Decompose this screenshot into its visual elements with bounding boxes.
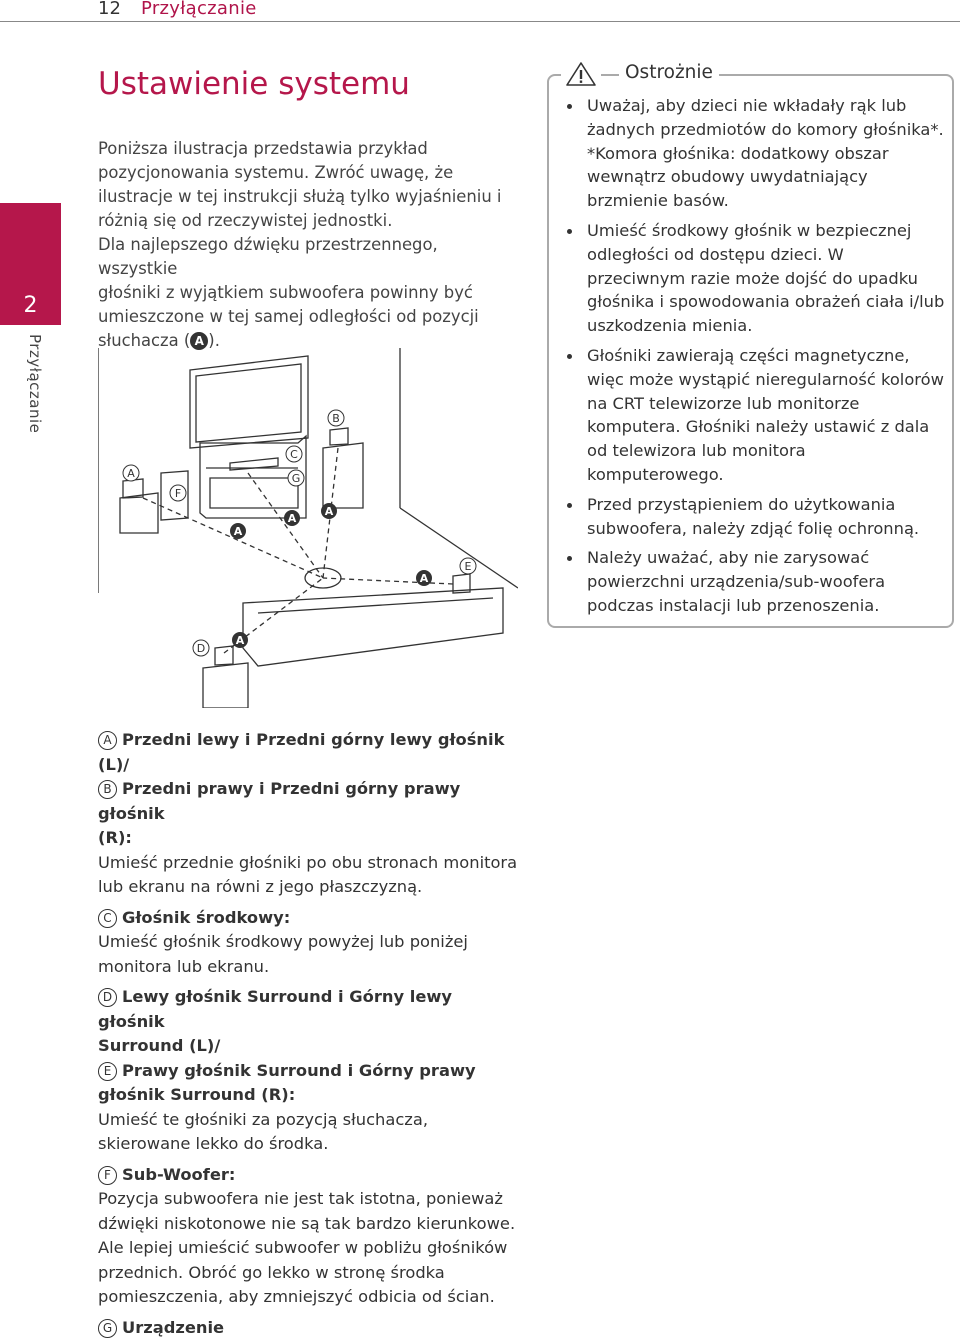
svg-text:D: D [197, 642, 205, 655]
diagram-label-a1 [123, 465, 139, 481]
svg-text:A: A [288, 512, 297, 525]
speaker-b-stand [323, 443, 363, 508]
section-title: Przyłączanie [141, 0, 257, 19]
legend-e-heading: E Prawy głośnik Surround i Górny prawy [98, 1059, 518, 1084]
legend-f-text: Pozycja subwoofera nie jest tak istotna, ponieważ dźwięki niskotonowe nie są tak bardzo kierunkowe. Ale lepiej umieścić subwoofer w pobliżu głośników przednich. Obróć go lekko w stronę środka pomieszczenia, aby zmniejszyć odbicia od ścian. [98, 1187, 518, 1310]
svg-text:F: F [175, 487, 181, 500]
svg-text:A: A [234, 525, 243, 538]
diagram-label-a6 [232, 632, 248, 648]
legend-c-heading: C Głośnik środkowy: [98, 906, 518, 931]
diagram-label-c [286, 446, 302, 462]
page-title: Ustawienie systemu [98, 66, 410, 102]
speaker-a-stand [120, 493, 158, 533]
legend-ab-text: Umieść przednie głośniki po obu stronach monitora lub ekranu na równi z jego płaszczyzną. [98, 851, 518, 900]
svg-text:A: A [420, 572, 429, 585]
caution-list [567, 94, 947, 624]
diagram-label-d [193, 640, 209, 656]
legend-f-heading: F Sub-Woofer: [98, 1163, 518, 1188]
diagram-label-a5 [416, 570, 432, 586]
svg-text:E: E [465, 560, 472, 573]
speaker-legend: A Przedni lewy i Przedni górny lewy głośnik (L)/ B Przedni prawy i Przedni górny prawy głośnik (R): Umieść przednie głośniki po obu stronach monitora lub ekranu na równi z jego płaszczyzną. C Głośnik środkowy: Umieść głośnik środkowy powyżej lub poniżej monitora lub ekranu. D Lewy głośnik Surround i Górny lewy głośnik Surround (L)/ E Prawy głośnik Surround i Górny prawy głośnik Surround (R): Umieść te głośniki za pozycją słuchacza, skierowane lekko do środka. F Sub-Woofer: Pozycja subwoofera nie jest tak istotna, ponieważ dźwięki niskotonowe nie są tak bardzo kierunkowe. Ale lepiej umieścić subwoofer w pobliżu głośników przednich. Obróć go lekko w stronę środka pomieszczenia, aby zmniejszyć odbicia od ścian. G Urządzenie [98, 728, 518, 1340]
speaker-d [215, 646, 233, 665]
page-number: 12 [98, 0, 121, 19]
diagram-label-a3 [284, 510, 300, 526]
diagram-label-f [170, 485, 186, 501]
intro-paragraph: Poniższa ilustracja przedstawia przykład pozycjonowania systemu. Zwróć uwagę, że ilustracje w tej instrukcji służą tylko wyjaśnieniu i różnią się od rzeczywistej jednostki. Dla najlepszego dźwięku przestrzennego, wszystkie głośniki z wyjątkiem subwoofera powinny być umieszczone w tej samej odległości od pozycji słuchacza ( A ). [98, 137, 518, 353]
chapter-number: 2 [0, 293, 61, 318]
page-header [0, 0, 960, 22]
svg-text:A: A [236, 634, 245, 647]
legend-d-heading: D Lewy głośnik Surround i Górny lewy głośnik [98, 985, 518, 1034]
legend-g-heading: G Urządzenie [98, 1316, 518, 1340]
caution-item: Przed przystąpieniem do użytkowania subwoofera, należy zdjąć folię ochronną. [567, 493, 947, 541]
legend-b-heading: B Przedni prawy i Przedni górny prawy głośnik [98, 777, 518, 826]
speaker-d-stand [203, 663, 248, 708]
caution-item: Należy uważać, aby nie zarysować powierzchni urządzenia/sub-woofera podczas instalacji lub przenoszenia. [567, 546, 947, 617]
caution-title: Ostrożnie [619, 62, 719, 83]
speaker-layout-diagram [98, 348, 518, 708]
chapter-side-label: Przyłączanie [20, 340, 50, 460]
letter-a-badge: A [190, 332, 208, 350]
diagram-label-e [460, 558, 476, 574]
legend-c-text: Umieść głośnik środkowy powyżej lub poniżej monitora lub ekranu. [98, 930, 518, 979]
legend-a-heading: A Przedni lewy i Przedni górny lewy głośnik (L)/ [98, 728, 518, 777]
diagram-label-b [328, 410, 344, 426]
svg-text:A: A [127, 467, 135, 480]
speaker-b [330, 428, 348, 445]
diagram-label-a2 [230, 523, 246, 539]
legend-de-text: Umieść te głośniki za pozycją słuchacza, skierowane lekko do środka. [98, 1108, 518, 1157]
caution-item: Uważaj, aby dzieci nie wkładały rąk lub żadnych przedmiotów do komory głośnika*. *Komora głośnika: dodatkowy obszar wewnątrz obudowy uwydatniający brzmienie basów. [567, 94, 947, 213]
svg-text:G: G [292, 472, 301, 485]
header-rule [0, 21, 960, 22]
svg-text:C: C [290, 448, 298, 461]
caution-item: Głośniki zawierają części magnetyczne, więc może wystąpić nieregularność kolorów na CRT telewizorze lub monitorze komputera. Głośniki należy ustawić z dala od telewizora lub monitora komputerowego. [567, 344, 947, 487]
chapter-tab [0, 203, 61, 325]
caution-item: Umieść środkowy głośnik w bezpiecznej odległości od dostępu dzieci. W przeciwnym razie może dojść do upadku głośnika i spowodowania obrażeń ciała i/lub uszkodzenia mienia. [567, 219, 947, 338]
svg-text:A: A [325, 505, 334, 518]
diagram-label-g [288, 470, 304, 486]
svg-text:B: B [332, 412, 340, 425]
warning-icon [561, 59, 601, 89]
diagram-label-a4 [321, 503, 337, 519]
caution-box [547, 74, 954, 628]
